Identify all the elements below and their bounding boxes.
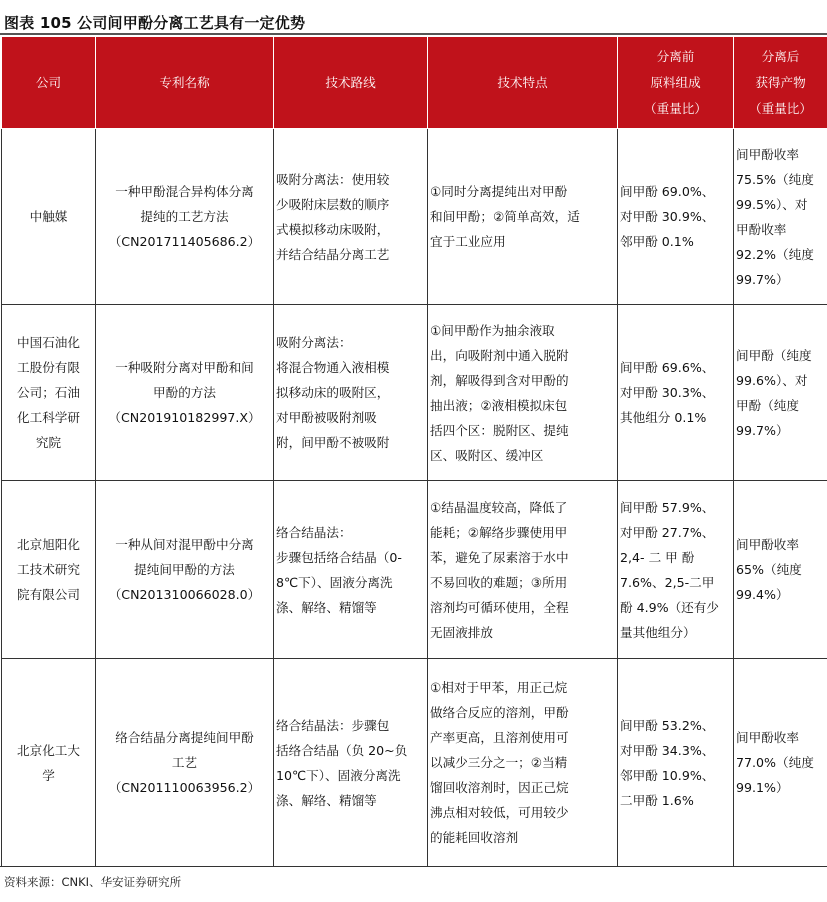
cell-line: 99.1%） bbox=[736, 780, 789, 795]
cell-line: 院有限公司 bbox=[17, 587, 80, 602]
cell-line: 工股份有限 bbox=[17, 360, 80, 375]
product-cell bbox=[734, 129, 827, 305]
cell-line: （CN201110063956.2） bbox=[108, 780, 261, 795]
cell-line: 99.4%） bbox=[736, 587, 789, 602]
cell-line: 无固液排放 bbox=[430, 624, 493, 640]
cell-line: 不易回收的难题；③所用 bbox=[430, 574, 568, 590]
header-company bbox=[2, 37, 96, 129]
cell-line: 甲酚（纯度 bbox=[736, 397, 799, 413]
company-cell bbox=[2, 129, 96, 305]
header-line: 专利名称 bbox=[159, 74, 210, 90]
cell-line: 对甲酚被吸附剂吸 bbox=[276, 410, 377, 425]
cell-line: 做络合反应的溶剂，甲酚 bbox=[430, 705, 569, 720]
cell-line: 92.2%（纯度 bbox=[736, 246, 814, 262]
cell-line: 将混合物通入液相模 bbox=[276, 360, 390, 375]
cell-line: 间甲酚 57.9%、 bbox=[620, 499, 715, 515]
tech-features-cell bbox=[428, 659, 618, 867]
tech-features-cell bbox=[428, 481, 618, 659]
cell-line: 能耗；②解络步骤使用甲 bbox=[430, 524, 568, 540]
cell-line: 工艺 bbox=[171, 755, 198, 770]
cell-line: 出，向吸附剂中通入脱附 bbox=[430, 347, 569, 363]
cell-line: 宜于工业应用 bbox=[430, 234, 506, 249]
title-divider bbox=[0, 33, 827, 35]
tech-features-cell bbox=[428, 129, 618, 305]
cell-line: 间甲酚 69.0%、 bbox=[620, 184, 715, 199]
cell-line: 北京化工大 bbox=[17, 742, 80, 758]
cell-line: 间甲酚 69.6%、 bbox=[620, 360, 715, 375]
cell-line: 馏回收溶剂时，因正己烷 bbox=[430, 780, 569, 795]
product-cell bbox=[734, 659, 827, 867]
figure-title: 图表 105 公司间甲酚分离工艺具有一定优势 bbox=[4, 14, 306, 32]
cell-line: 络合结晶法：步骤包 bbox=[276, 717, 390, 733]
header-tech-route bbox=[274, 37, 428, 129]
cell-line: 间甲酚（纯度 bbox=[736, 347, 812, 363]
cell-line: 间甲酚 53.2%、 bbox=[620, 717, 715, 733]
tech-route-cell bbox=[274, 305, 428, 481]
cell-line: 量其他组分） bbox=[620, 624, 696, 640]
cell-line: 的能耗回收溶剂 bbox=[430, 830, 519, 845]
cell-line: 10℃下）、固液分离洗 bbox=[276, 767, 401, 783]
cell-line: 络合结晶法： bbox=[276, 524, 352, 540]
table-row bbox=[2, 481, 827, 659]
company-cell bbox=[2, 305, 96, 481]
cell-line: 一种甲酚混合异构体分离 bbox=[115, 184, 254, 199]
table-row bbox=[2, 659, 827, 867]
cell-line: （CN201711405686.2） bbox=[108, 234, 261, 249]
cell-line: 少吸附床层数的顺序 bbox=[276, 196, 390, 212]
cell-line: 99.6%）、对 bbox=[736, 372, 808, 388]
cell-line: 2,4- 二 甲 酚 bbox=[620, 549, 695, 565]
cell-line: 其他组分 0.1% bbox=[620, 410, 707, 425]
cell-line: 步骤包括络合结晶（0- bbox=[276, 549, 402, 565]
cell-line: （CN201910182997.X） bbox=[108, 410, 261, 425]
cell-line: 酚 4.9%（还有少 bbox=[620, 599, 719, 615]
cell-line: 中国石油化 bbox=[17, 335, 80, 350]
patent-name-cell bbox=[96, 481, 274, 659]
header-line: 技术路线 bbox=[325, 74, 376, 90]
cell-line: 涤、解络、精馏等 bbox=[276, 792, 377, 808]
header-line: 公司 bbox=[35, 74, 62, 90]
cell-line: 间甲酚收率 bbox=[736, 730, 799, 745]
cell-line: ①结晶温度较高，降低了 bbox=[430, 499, 568, 515]
cell-line: 提纯间甲酚的方法 bbox=[134, 562, 235, 577]
cell-line: 邻甲酚 10.9%、 bbox=[620, 767, 715, 783]
header-feed-composition bbox=[618, 37, 734, 129]
cell-line: 99.7%） bbox=[736, 422, 789, 438]
cell-line: （CN201310066028.0） bbox=[108, 587, 261, 602]
cell-line: 99.7%） bbox=[736, 271, 789, 287]
cell-line: 括四个区：脱附区、提纯 bbox=[430, 422, 569, 438]
header-patent-name bbox=[96, 37, 274, 129]
header-product bbox=[734, 37, 827, 129]
feed-composition-cell bbox=[618, 129, 734, 305]
cell-line: 工技术研究 bbox=[17, 562, 80, 577]
product-cell bbox=[734, 305, 827, 481]
product-cell bbox=[734, 481, 827, 659]
cell-line: 和间甲酚；②简单高效，适 bbox=[430, 209, 580, 224]
header-line: 原料组成 bbox=[650, 74, 701, 90]
tech-route-cell bbox=[274, 659, 428, 867]
table-body bbox=[2, 129, 827, 867]
cell-line: 75.5%（纯度 bbox=[736, 171, 814, 187]
cell-line: 二甲酚 1.6% bbox=[620, 792, 694, 808]
cell-line: 7.6%、2,5-二甲 bbox=[620, 574, 715, 590]
cell-line: 学 bbox=[42, 767, 55, 783]
cell-line: 77.0%（纯度 bbox=[736, 755, 814, 770]
cell-line: 吸附分离法：使用较 bbox=[276, 171, 390, 187]
header-line: （重量比） bbox=[749, 100, 812, 116]
header-tech-features bbox=[428, 37, 618, 129]
feed-composition-cell bbox=[618, 659, 734, 867]
patent-name-cell bbox=[96, 659, 274, 867]
cell-line: 拟移动床的吸附区， bbox=[276, 385, 390, 400]
cell-line: 提纯的工艺方法 bbox=[140, 209, 229, 224]
cell-line: 吸附分离法： bbox=[276, 335, 352, 350]
table-row bbox=[2, 305, 827, 481]
cell-line: 对甲酚 27.7%、 bbox=[620, 524, 715, 540]
tech-route-cell bbox=[274, 129, 428, 305]
company-cell bbox=[2, 481, 96, 659]
cell-line: 沸点相对较低，可用较少 bbox=[430, 805, 569, 820]
patent-name-cell bbox=[96, 129, 274, 305]
cell-line: 化工科学研 bbox=[17, 410, 80, 425]
header-line: 技术特点 bbox=[497, 74, 548, 90]
cell-line: ①间甲酚作为抽余液取 bbox=[430, 322, 555, 338]
cell-line: 苯，避免了尿素溶于水中 bbox=[430, 549, 569, 565]
header-row bbox=[2, 37, 827, 129]
company-cell bbox=[2, 659, 96, 867]
cell-line: 并结合结晶分离工艺 bbox=[276, 246, 390, 262]
cell-line: 65%（纯度 bbox=[736, 562, 802, 577]
cell-line: 8℃下）、固液分离洗 bbox=[276, 574, 393, 590]
header-line: 分离后 bbox=[761, 48, 800, 64]
header-line: 分离前 bbox=[656, 48, 695, 64]
cell-line: 北京旭阳化 bbox=[17, 537, 80, 552]
cell-line: 以减少三分之一；②当精 bbox=[430, 755, 568, 770]
cell-line: 抽出液；②液相模拟床包 bbox=[430, 397, 568, 413]
table-header bbox=[2, 37, 827, 129]
cell-line: 一种从间对混甲酚中分离 bbox=[115, 537, 254, 552]
cell-line: 附，间甲酚不被吸附 bbox=[276, 435, 390, 450]
cell-line: 间甲酚收率 bbox=[736, 537, 799, 552]
table-row bbox=[2, 129, 827, 305]
header-line: （重量比） bbox=[644, 100, 707, 116]
feed-composition-cell bbox=[618, 481, 734, 659]
feed-composition-cell bbox=[618, 305, 734, 481]
cell-line: 溶剂均可循环使用，全程 bbox=[430, 599, 569, 615]
cell-line: 括络合结晶（负 20~负 bbox=[276, 742, 408, 758]
tech-route-cell bbox=[274, 481, 428, 659]
cell-line: 邻甲酚 0.1% bbox=[620, 234, 694, 249]
cell-line: 络合结晶分离提纯间甲酚 bbox=[115, 730, 254, 745]
cell-line: 对甲酚 30.9%、 bbox=[620, 209, 715, 224]
cell-line: 究院 bbox=[35, 435, 62, 450]
cell-line: 间甲酚收率 bbox=[736, 146, 799, 162]
patent-comparison-table bbox=[1, 36, 827, 867]
cell-line: 对甲酚 34.3%、 bbox=[620, 742, 715, 758]
cell-line: 甲酚的方法 bbox=[153, 385, 216, 400]
patent-name-cell bbox=[96, 305, 274, 481]
cell-line: ①相对于甲苯，用正己烷 bbox=[430, 680, 568, 695]
cell-line: 公司；石油 bbox=[17, 385, 80, 400]
cell-line: 剂，解吸得到含对甲酚的 bbox=[430, 372, 569, 388]
cell-line: ①同时分离提纯出对甲酚 bbox=[430, 184, 568, 199]
cell-line: 涤、解络、精馏等 bbox=[276, 599, 377, 615]
bottom-divider bbox=[0, 866, 827, 867]
cell-line: 区、吸附区、缓冲区 bbox=[430, 447, 544, 463]
cell-line: 产率更高，且溶剂使用可 bbox=[430, 730, 569, 745]
header-line: 获得产物 bbox=[755, 74, 806, 90]
cell-line: 中触媒 bbox=[29, 209, 68, 224]
cell-line: 一种吸附分离对甲酚和间 bbox=[115, 360, 254, 375]
cell-line: 式模拟移动床吸附， bbox=[276, 221, 390, 237]
cell-line: 甲酚收率 bbox=[736, 221, 787, 237]
source-note: 资料来源：CNKI、华安证券研究所 bbox=[4, 875, 182, 889]
cell-line: 对甲酚 30.3%、 bbox=[620, 385, 715, 400]
cell-line: 99.5%）、对 bbox=[736, 196, 808, 212]
tech-features-cell bbox=[428, 305, 618, 481]
